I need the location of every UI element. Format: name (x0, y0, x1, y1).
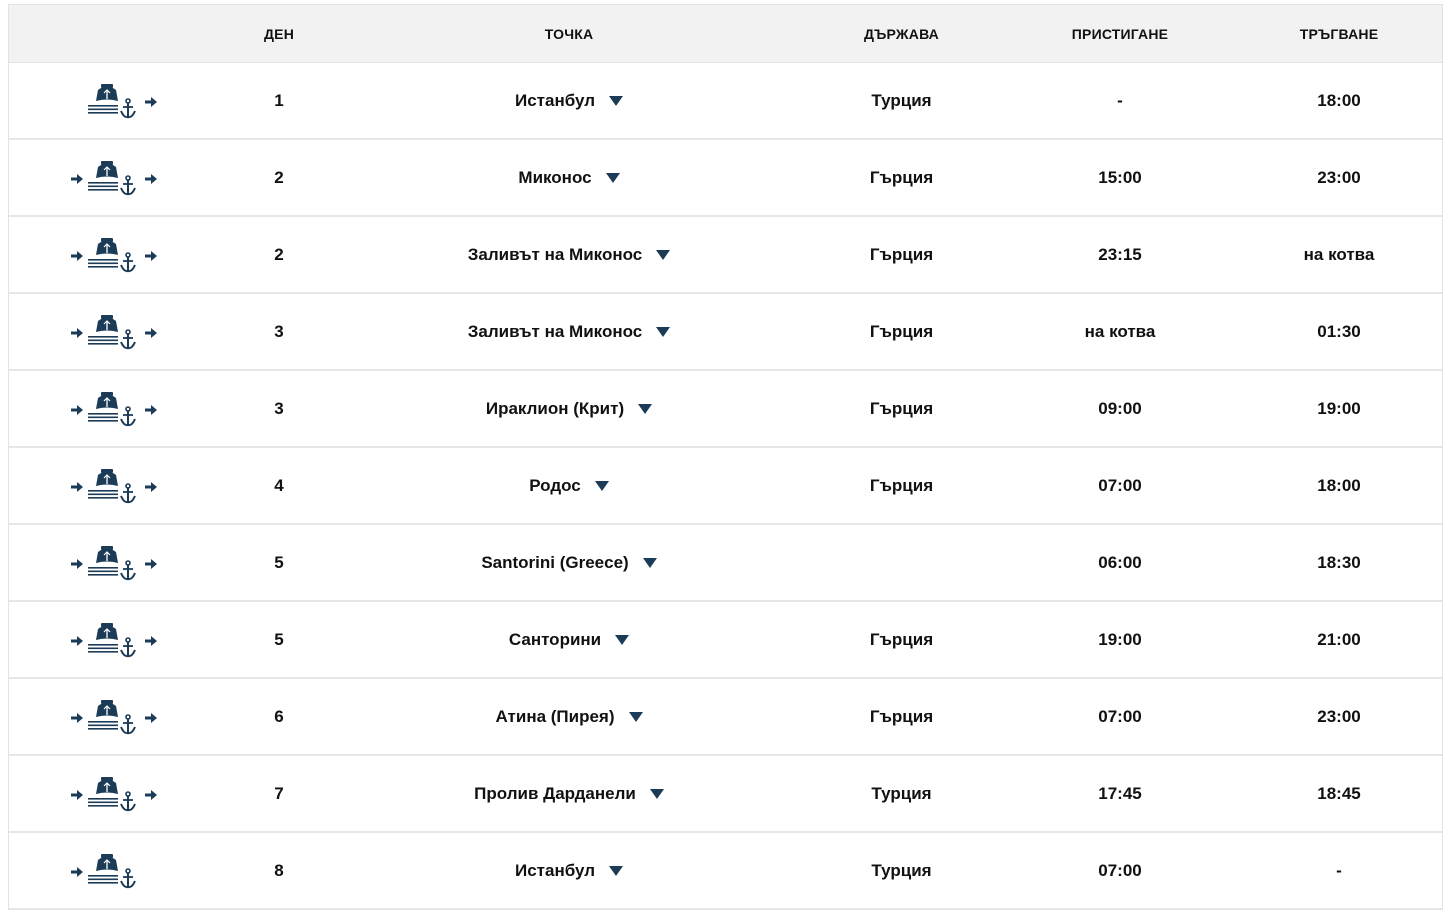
arrow-right-icon (70, 479, 84, 493)
ship-transit-icon (70, 466, 158, 506)
arrow-right-icon (144, 171, 158, 185)
ship-status-cell (9, 466, 219, 506)
departure-cell: 01:30 (1317, 321, 1361, 341)
point-dropdown[interactable] (515, 91, 623, 111)
point-dropdown[interactable] (481, 553, 656, 573)
table-body (9, 63, 1442, 910)
table-row (9, 756, 1442, 833)
caret-down-icon[interactable] (615, 635, 629, 645)
arrow-right-icon (144, 94, 158, 108)
point-dropdown[interactable] (529, 476, 608, 496)
table-row (9, 140, 1442, 217)
day-cell: 6 (274, 706, 284, 726)
departure-cell: 18:00 (1317, 90, 1361, 110)
ship-transit-icon (70, 235, 158, 275)
point-name: Пролив Дарданели (474, 783, 636, 803)
table-row (9, 679, 1442, 756)
ship-transit-icon (70, 389, 158, 429)
point-cell (339, 91, 799, 111)
point-dropdown[interactable] (486, 399, 652, 419)
caret-down-icon[interactable] (656, 327, 670, 337)
point-cell (339, 630, 799, 650)
country-cell: Гърция (869, 244, 934, 264)
country-cell: Гърция (869, 321, 934, 341)
arrival-cell: 07:00 (1098, 706, 1142, 726)
table-row (9, 371, 1442, 448)
ship-anchor-icon (86, 466, 142, 506)
ship-anchor-icon (86, 81, 142, 121)
ship-transit-icon (70, 774, 158, 814)
departure-cell: 18:00 (1317, 475, 1361, 495)
arrow-right-icon (70, 864, 84, 878)
spacer (144, 864, 158, 878)
caret-down-icon[interactable] (629, 712, 643, 722)
arrow-right-icon (70, 787, 84, 801)
arrow-right-icon (144, 402, 158, 416)
ship-transit-icon (70, 543, 158, 583)
caret-down-icon[interactable] (638, 404, 652, 414)
point-name: Ираклион (Крит) (485, 398, 625, 418)
table-row (9, 602, 1442, 679)
departure-cell: 23:00 (1317, 706, 1361, 726)
itinerary-table (8, 4, 1443, 910)
point-name: Атина (Пирея) (495, 706, 615, 726)
arrow-right-icon (144, 787, 158, 801)
point-name: Santorini (Greece) (481, 552, 629, 572)
departure-cell: 18:45 (1317, 783, 1361, 803)
point-dropdown[interactable] (518, 168, 619, 188)
point-name: Истанбул (514, 860, 596, 880)
arrow-right-icon (144, 248, 158, 262)
caret-down-icon[interactable] (643, 558, 657, 568)
ship-status-cell (9, 620, 219, 660)
table-row (9, 63, 1442, 140)
ship-status-cell (9, 81, 219, 121)
table-row (9, 448, 1442, 525)
country-cell: Гърция (869, 167, 934, 187)
departure-cell: - (1336, 860, 1342, 880)
point-dropdown[interactable] (515, 861, 623, 881)
header-country: ДЪРЖАВА (864, 25, 939, 42)
ship-status-cell (9, 312, 219, 352)
ship-transit-icon (70, 158, 158, 198)
ship-status-cell (9, 389, 219, 429)
point-cell (339, 553, 799, 573)
caret-down-icon[interactable] (609, 96, 623, 106)
ship-status-cell (9, 851, 219, 891)
ship-status-cell (9, 235, 219, 275)
departure-cell: 18:30 (1317, 552, 1361, 572)
ship-transit-icon (70, 620, 158, 660)
table-row (9, 294, 1442, 371)
country-cell: Гърция (869, 398, 934, 418)
arrival-cell: 19:00 (1098, 629, 1142, 649)
point-dropdown[interactable] (474, 784, 664, 804)
ship-status-cell (9, 774, 219, 814)
arrival-cell: 07:00 (1098, 860, 1142, 880)
caret-down-icon[interactable] (656, 250, 670, 260)
table-row (9, 525, 1442, 602)
departure-cell: на котва (1303, 244, 1375, 264)
arrow-right-icon (70, 248, 84, 262)
arrow-right-icon (70, 633, 84, 647)
arrival-cell: 23:15 (1098, 244, 1142, 264)
country-cell: Гърция (869, 475, 934, 495)
header-point: ТОЧКА (544, 25, 594, 42)
point-name: Родос (529, 475, 581, 495)
caret-down-icon[interactable] (606, 173, 620, 183)
arrow-right-icon (144, 710, 158, 724)
ship-anchor-icon (86, 312, 142, 352)
point-cell (339, 245, 799, 265)
country-cell: Турция (871, 90, 932, 110)
caret-down-icon[interactable] (595, 481, 609, 491)
table-row (9, 833, 1442, 910)
departure-cell: 23:00 (1317, 167, 1361, 187)
ship-anchor-icon (86, 774, 142, 814)
ship-arrival-icon (70, 851, 158, 891)
point-name: Миконос (518, 167, 592, 187)
ship-status-cell (9, 158, 219, 198)
arrival-cell: 09:00 (1098, 398, 1142, 418)
arrow-right-icon (70, 710, 84, 724)
country-cell: Гърция (869, 629, 934, 649)
point-dropdown[interactable] (495, 707, 642, 727)
day-cell: 3 (274, 321, 284, 341)
arrow-right-icon (70, 556, 84, 570)
table-row (9, 217, 1442, 294)
point-dropdown[interactable] (468, 245, 670, 265)
day-cell: 8 (274, 860, 284, 880)
day-cell: 5 (274, 629, 284, 649)
day-cell: 4 (274, 475, 284, 495)
spacer (70, 94, 84, 108)
arrow-right-icon (144, 633, 158, 647)
point-cell (339, 861, 799, 881)
point-name: Санторини (508, 629, 602, 649)
day-cell: 5 (274, 552, 284, 572)
ship-transit-icon (70, 312, 158, 352)
header-departure: ТРЪГВАНЕ (1299, 25, 1379, 42)
arrival-cell: - (1117, 90, 1123, 110)
ship-status-cell (9, 543, 219, 583)
header-day: ДЕН (263, 25, 295, 42)
point-cell (339, 784, 799, 804)
ship-status-cell (9, 697, 219, 737)
arrival-cell: 17:45 (1098, 783, 1142, 803)
arrow-right-icon (70, 325, 84, 339)
arrow-right-icon (144, 556, 158, 570)
caret-down-icon[interactable] (650, 789, 664, 799)
table-header (9, 5, 1442, 63)
country-cell: Турция (871, 783, 932, 803)
ship-anchor-icon (86, 389, 142, 429)
ship-anchor-icon (86, 543, 142, 583)
departure-cell: 19:00 (1317, 398, 1361, 418)
arrival-cell: на котва (1084, 321, 1156, 341)
day-cell: 2 (274, 167, 284, 187)
point-dropdown[interactable] (509, 630, 629, 650)
point-cell (339, 399, 799, 419)
arrow-right-icon (144, 479, 158, 493)
day-cell: 3 (274, 398, 284, 418)
arrival-cell: 07:00 (1098, 475, 1142, 495)
country-cell: Гърция (869, 706, 934, 726)
ship-departure-icon (70, 81, 158, 121)
arrow-right-icon (70, 402, 84, 416)
day-cell: 1 (274, 90, 284, 110)
point-name: Истанбул (514, 90, 596, 110)
ship-anchor-icon (86, 697, 142, 737)
header-arrival: ПРИСТИГАНЕ (1071, 25, 1169, 42)
point-cell (339, 707, 799, 727)
ship-anchor-icon (86, 235, 142, 275)
ship-anchor-icon (86, 851, 142, 891)
ship-anchor-icon (86, 620, 142, 660)
ship-anchor-icon (86, 158, 142, 198)
day-cell: 2 (274, 244, 284, 264)
arrival-cell: 06:00 (1098, 552, 1142, 572)
point-cell (339, 168, 799, 188)
country-cell: Турция (871, 860, 932, 880)
point-cell (339, 476, 799, 496)
day-cell: 7 (274, 783, 284, 803)
point-dropdown[interactable] (468, 322, 670, 342)
arrival-cell: 15:00 (1098, 167, 1142, 187)
arrow-right-icon (70, 171, 84, 185)
departure-cell: 21:00 (1317, 629, 1361, 649)
point-name: Заливът на Миконос (467, 321, 643, 341)
arrow-right-icon (144, 325, 158, 339)
point-name: Заливът на Миконос (467, 244, 643, 264)
ship-transit-icon (70, 697, 158, 737)
point-cell (339, 322, 799, 342)
caret-down-icon[interactable] (609, 866, 623, 876)
